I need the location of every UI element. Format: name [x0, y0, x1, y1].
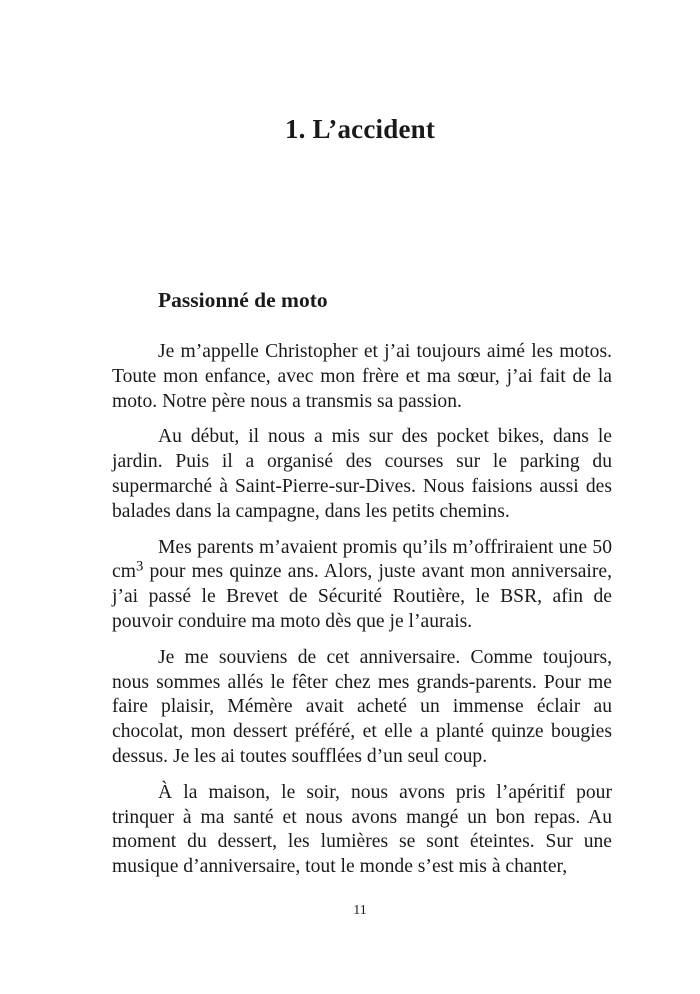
- paragraph-5: À la maison, le soir, nous avons pris l’apéritif pour trinquer à ma santé et nous avons mangé un bon repas. Au moment du dessert, les lumières se sont éteintes. Sur une musique d’anniversaire, tout le monde s’est mis à chanter,: [112, 781, 612, 878]
- paragraph-4: Je me souviens de cet anniversaire. Comme toujours, nous sommes allés le fêter chez mes grands-parents. Pour me faire plaisir, Mémère avait acheté un immense éclair au chocolat, mon dessert préféré, et elle a planté quinze bougies dessus. Je les ai toutes soufflées d’un seul coup.: [112, 646, 612, 767]
- page-number: 11: [353, 903, 367, 918]
- paragraph-2: Au début, il nous a mis sur des pocket bikes, dans le jardin. Puis il a organisé des courses sur le parking du supermarché à Saint-Pierre-sur-Dives. Nous faisions aussi des balades dans la campagne, dans les petits chemins.: [112, 426, 612, 522]
- paragraph-3: [112, 536, 612, 635]
- superscript-cubed: 3: [135, 558, 144, 575]
- paragraph-3-text-start: Mes parents m’avaient promis qu’ils m’offriraient une 50 cm: [112, 536, 612, 583]
- body-text: [112, 340, 612, 891]
- section-title: Passionné de moto: [158, 288, 328, 312]
- chapter-title: 1. L’accident: [284, 114, 436, 144]
- paragraph-3-text-end: pour mes quinze ans. Alors, juste avant mon anniversaire, j’ai passé le Brevet de Sécurité Routière, le BSR, afin de pouvoir conduire ma moto dès que je l’aurais.: [112, 561, 612, 632]
- paragraph-1: Je m’appelle Christopher et j’ai toujours aimé les motos. Toute mon enfance, avec mon frère et ma sœur, j’ai fait de la moto. Notre père nous a transmis sa passion.: [112, 341, 612, 412]
